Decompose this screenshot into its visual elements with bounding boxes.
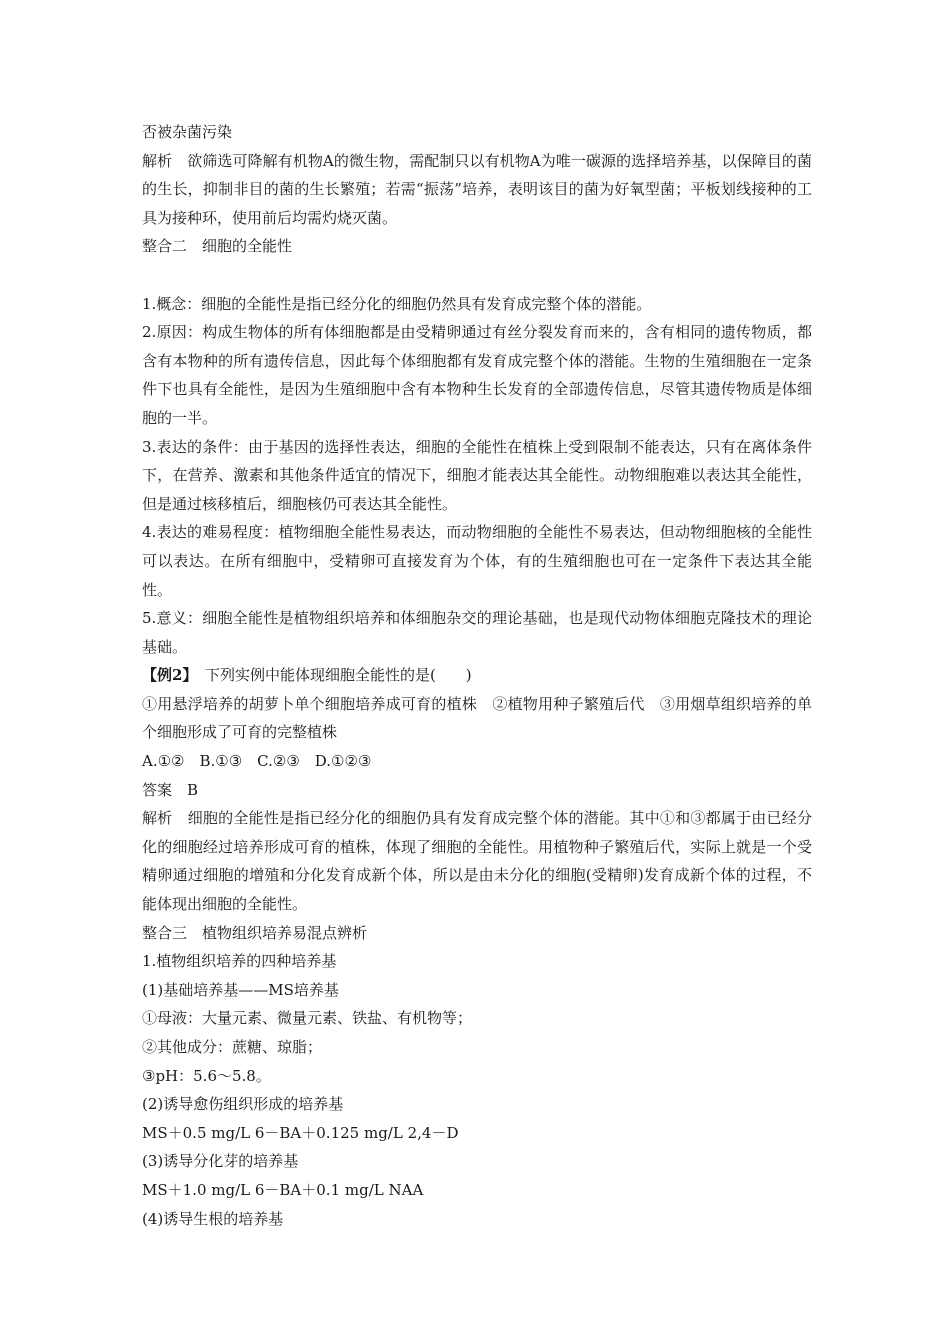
reason-paragraph: 2.原因：构成生物体的所有体细胞都是由受精卵通过有丝分裂发育而来的，含有相同的遗传物质，都含有本物种的所有遗传信息，因此每个体细胞都有发育成完整个体的潜能。生物的生殖细胞在一定条件下也具有全能性，是因为生殖细胞中含有本物种生长发育的全部遗传信息，尽管其遗传物质是体细胞的一半。 <box>142 323 812 427</box>
difficulty-paragraph: 4.表达的难易程度：植物细胞全能性易表达，而动物细胞的全能性不易表达，但动物细胞核的全能性可以表达。在所有细胞中，受精卵可直接发育为个体，有的生殖细胞也可在一定条件下表达其全能性。 <box>142 523 812 599</box>
condition-paragraph: 3.表达的条件：由于基因的选择性表达，细胞的全能性在植株上受到限制不能表达，只有在离体条件下，在营养、激素和其他条件适宜的情况下，细胞才能表达其全能性。动物细胞难以表达其全能性，但是通过核移植后，细胞核仍可表达其全能性。 <box>142 437 812 513</box>
list-item: (2)诱导愈伤组织形成的培养基 <box>142 1095 344 1114</box>
list-item: (1)基础培养基——MS培养基 <box>142 980 339 999</box>
list-item: ①母液：大量元素、微量元素、铁盐、有机物等； <box>142 1009 473 1028</box>
example-statements: ①用悬浮培养的胡萝卜单个细胞培养成可育的植株 ②植物用种子繁殖后代 ③用烟草组织培养的单个细胞形成了可育的完整植株 <box>142 694 812 742</box>
example-options: A.①② B.①③ C.②③ D.①②③ <box>142 752 372 771</box>
subheading: 1.植物组织培养的四种培养基 <box>142 952 337 971</box>
example-label: 【例2】 <box>142 666 190 685</box>
blank-line <box>142 261 812 290</box>
text-line: 否被杂菌污染 <box>142 123 233 141</box>
document-page <box>142 118 812 1233</box>
formula-line: MS＋0.5 mg/L 6－BA＋0.125 mg/L 2,4－D <box>142 1123 459 1142</box>
example-analysis: 解析 细胞的全能性是指已经分化的细胞仍具有发育成完整个体的潜能。其中①和③都属于由已经分化的细胞经过培养形成可育的植株，体现了细胞的全能性。用植物种子繁殖后代，实际上就是一个受精卵通过细胞的增殖和分化发育成新个体，所以是由未分化的细胞(受精卵)发育成新个体的过程，不能体现出细胞的全能性。 <box>142 809 812 914</box>
list-item: (3)诱导分化芽的培养基 <box>142 1152 299 1171</box>
example-question-text: 下列实例中能体现细胞全能性的是( ) <box>189 666 472 685</box>
list-item: (4)诱导生根的培养基 <box>142 1209 284 1228</box>
list-item: ②其他成分：蔗糖、琼脂； <box>142 1038 323 1056</box>
section-heading: 整合三 植物组织培养易混点辨析 <box>142 923 368 942</box>
significance-paragraph: 5.意义：细胞全能性是植物组织培养和体细胞杂交的理论基础，也是现代动物体细胞克隆技术的理论基础。 <box>142 609 812 656</box>
example-question <box>142 661 812 690</box>
example-answer: 答案 B <box>142 780 199 799</box>
section-heading: 整合二 细胞的全能性 <box>142 237 293 256</box>
analysis-paragraph: 解析 欲筛选可降解有机物A的微生物，需配制只以有机物A为唯一碳源的选择培养基，以保障目的菌的生长，抑制非目的菌的生长繁殖；若需“振荡”培养，表明该目的菌为好氧型菌；平板划线接种的工具为接种环，使用前后均需灼烧灭菌。 <box>142 151 812 227</box>
concept-paragraph: 1.概念：细胞的全能性是指已经分化的细胞仍然具有发育成完整个体的潜能。 <box>142 294 652 313</box>
list-item: ③pH：5.6～5.8。 <box>142 1066 271 1085</box>
formula-line: MS＋1.0 mg/L 6－BA＋0.1 mg/L NAA <box>142 1180 424 1199</box>
